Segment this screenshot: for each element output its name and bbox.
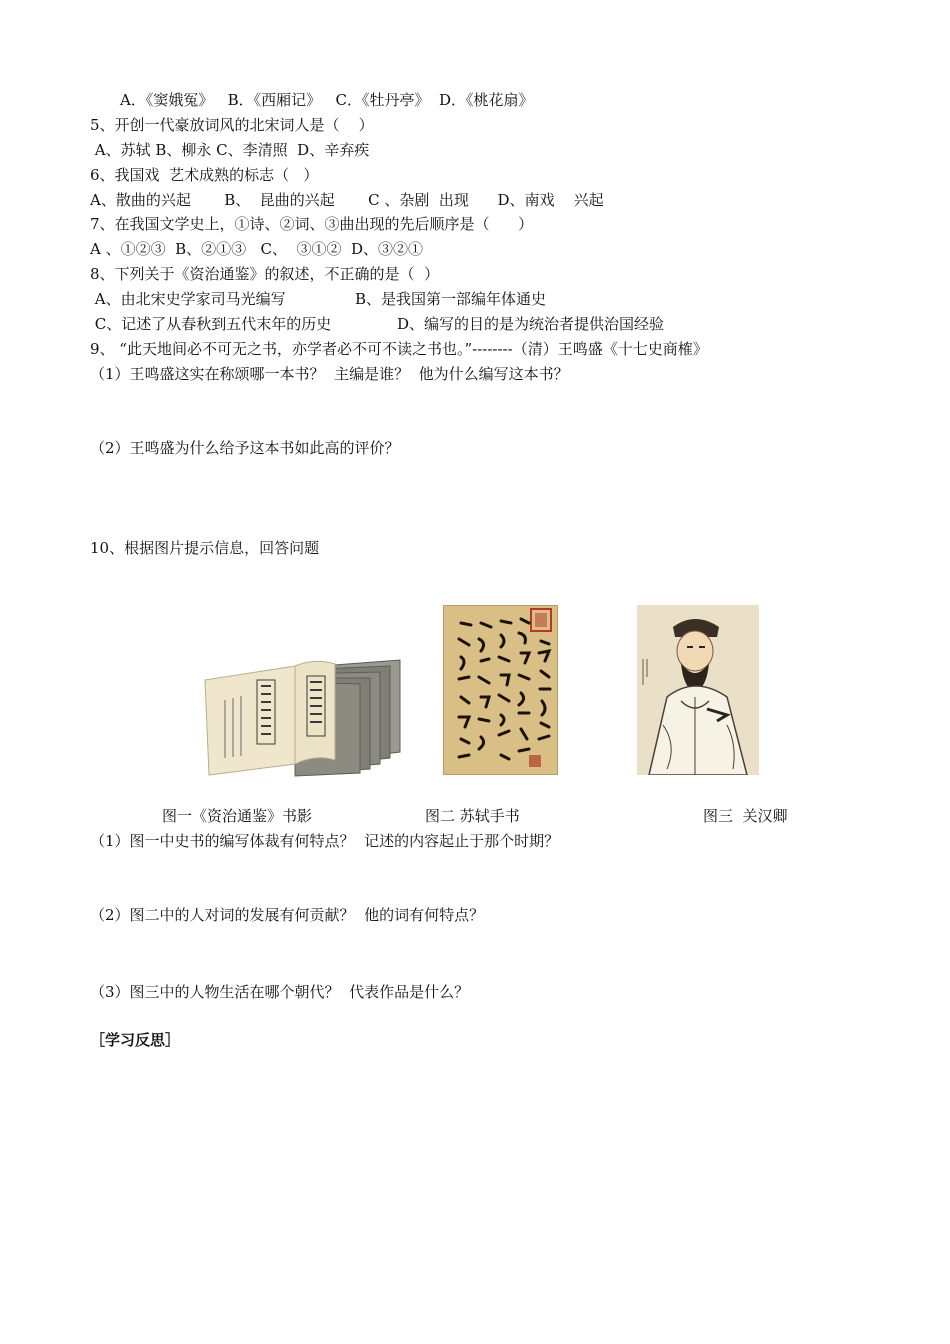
q5-stem: 5、开创一代豪放词风的北宋词人是（ ） xyxy=(90,116,374,134)
q7-stem: 7、在我国文学史上，①诗、②词、③曲出现的先后顺序是（ ） xyxy=(90,215,534,233)
q5-options: A、苏轼 B、柳永 C、李清照 D、辛弃疾 xyxy=(90,141,370,159)
q4-options: A．《窦娥冤》 B．《西厢记》 C．《牡丹亭》 D．《桃花扇》 xyxy=(120,91,534,109)
reflection-heading: ［学习反思］ xyxy=(90,1031,181,1049)
q8-option-c: C、记述了从春秋到五代末年的历史 xyxy=(90,315,332,333)
q8-stem: 8、下列关于《资治通鉴》的叙述，不正确的是（ ） xyxy=(90,265,440,283)
figure-1-caption: 图一《资治通鉴》书影 xyxy=(162,807,313,825)
q7-options: A 、①②③ B、②①③ C、 ③①② D、③②① xyxy=(90,240,424,258)
q6-options: A、散曲的兴起 B、 昆曲的兴起 C 、杂剧 出现 D、南戏 兴起 xyxy=(90,191,604,209)
portrait-icon xyxy=(637,605,759,775)
q10-sub2: （2）图二中的人对词的发展有何贡献？ 他的词有何特点？ xyxy=(90,906,485,924)
figure-2-calligraphy xyxy=(443,605,558,775)
book-stack-icon xyxy=(195,640,405,780)
q6-stem: 6、我国戏 艺术成熟的标志（ ） xyxy=(90,166,319,184)
q9-stem: 9、 “此天地间必不可无之书，亦学者必不可不读之书也。”--------（清）王鸣盛《十七史商榷》 xyxy=(90,340,708,358)
figure-1-book-stack xyxy=(195,640,405,780)
q8-option-d: D、编写的目的是为统治者提供治国经验 xyxy=(397,315,665,333)
calligraphy-icon xyxy=(443,605,558,775)
q10-stem: 10、根据图片提示信息，回答问题 xyxy=(90,539,320,557)
q9-sub1: （1）王鸣盛这实在称颂哪一本书？ 主编是谁？ 他为什么编写这本书？ xyxy=(90,365,569,383)
figure-3-portrait xyxy=(637,605,759,775)
q8-option-b: B、是我国第一部编年体通史 xyxy=(355,290,547,308)
q9-sub2: （2）王鸣盛为什么给予这本书如此高的评价？ xyxy=(90,439,400,457)
figure-3-caption: 图三 关汉卿 xyxy=(703,807,788,825)
figure-2-caption: 图二 苏轼手书 xyxy=(425,807,520,825)
q10-sub3: （3）图三中的人物生活在哪个朝代？ 代表作品是什么？ xyxy=(90,983,470,1001)
q8-option-a: A、由北宋史学家司马光编写 xyxy=(90,290,286,308)
q10-sub1: （1）图一中史书的编写体裁有何特点？ 记述的内容起止于那个时期？ xyxy=(90,832,560,850)
